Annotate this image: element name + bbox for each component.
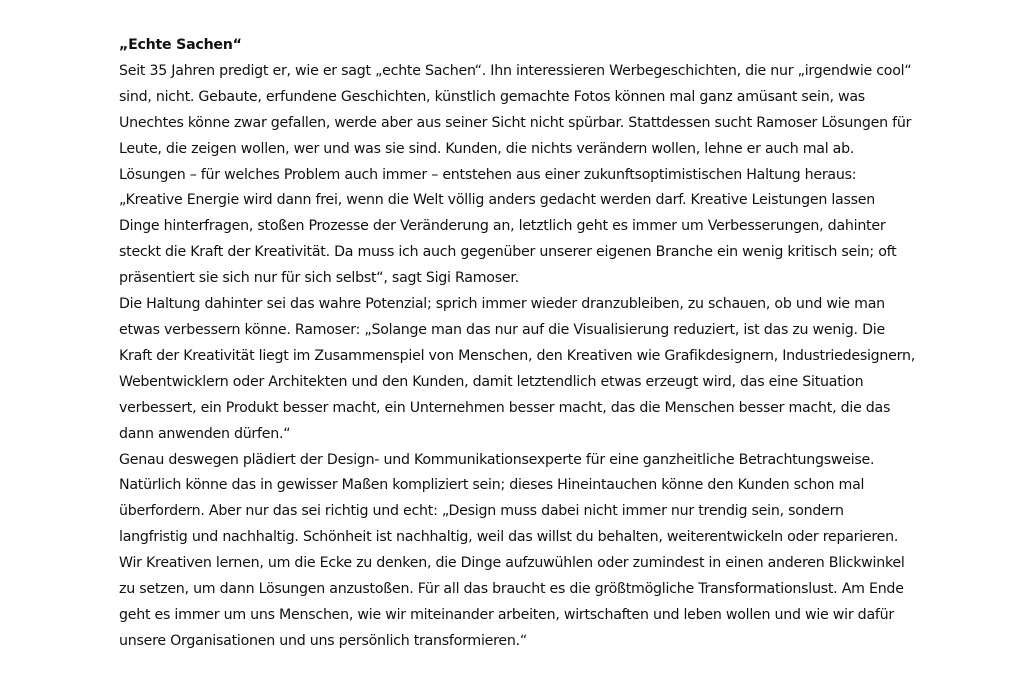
article-paragraph xyxy=(119,448,919,655)
article-heading: „Echte Sachen“ xyxy=(119,37,242,53)
paragraph-line: überfordern. Aber nur das sei richtig und echt: „Design muss dabei nicht immer nur trendig sein, sondern xyxy=(119,503,844,520)
paragraph-line: dann anwenden dürfen.“ xyxy=(119,425,291,442)
paragraph-line: Wir Kreativen lernen, um die Ecke zu denken, die Dinge aufzuwühlen oder zumindest in einen anderen Blickwinkel xyxy=(119,555,905,572)
paragraph-line: langfristig und nachhaltig. Schönheit ist nachhaltig, weil das willst du behalten, weiterentwickeln oder reparieren. xyxy=(119,529,899,546)
paragraph-line: Natürlich könne das in gewisser Maßen kompliziert sein; dieses Hineintauchen könne den Kunden schon mal xyxy=(119,477,865,494)
paragraph-line: geht es immer um uns Menschen, wie wir miteinander arbeiten, wirtschaften und leben wollen und wie wir dafür xyxy=(119,606,894,623)
paragraph-line: Leute, die zeigen wollen, wer und was sie sind. Kunden, die nichts verändern wollen, lehne er auch mal ab. xyxy=(119,140,855,157)
paragraph-line: Webentwicklern oder Architekten und den Kunden, damit letztendlich etwas erzeugt wird, das eine Situation xyxy=(119,373,864,390)
article-paragraph xyxy=(119,59,919,292)
article-body xyxy=(119,33,919,655)
paragraph-line: Die Haltung dahinter sei das wahre Potenzial; sprich immer wieder dranzubleiben, zu schauen, ob und wie man xyxy=(119,296,885,313)
paragraph-line: unsere Organisationen und uns persönlich transformieren.“ xyxy=(119,632,528,649)
paragraph-line: Dinge hinterfragen, stoßen Prozesse der Veränderung an, letztlich geht es immer um Verbesserungen, dahinter xyxy=(119,218,886,235)
paragraph-line: Unechtes könne zwar gefallen, werde aber aus seiner Sicht nicht spürbar. Stattdessen sucht Ramoser Lösungen für xyxy=(119,114,912,131)
paragraph-line: steckt die Kraft der Kreativität. Da muss ich auch gegenüber unserer eigenen Branche ein wenig kritisch sein; oft xyxy=(119,244,897,261)
paragraph-line: etwas verbessern könne. Ramoser: „Solange man das nur auf die Visualisierung reduziert, ist das zu wenig. Die xyxy=(119,321,885,338)
paragraph-line: Seit 35 Jahren predigt er, wie er sagt „echte Sachen“. Ihn interessieren Werbegeschichten, die nur „irgendwie cool“ xyxy=(119,62,912,79)
paragraph-line: Genau deswegen plädiert der Design- und Kommunikationsexperte für eine ganzheitliche Betrachtungsweise. xyxy=(119,451,875,468)
paragraph-line: sind, nicht. Gebaute, erfundene Geschichten, künstlich gemachte Fotos können mal ganz amüsant sein, was xyxy=(119,88,865,105)
paragraph-line: „Kreative Energie wird dann frei, wenn die Welt völlig anders gedacht werden darf. Kreative Leistungen lassen xyxy=(119,192,875,209)
paragraph-line: Kraft der Kreativität liegt im Zusammenspiel von Menschen, den Kreativen wie Grafikdesignern, Industriedesignern, xyxy=(119,347,915,364)
paragraph-line: Lösungen – für welches Problem auch immer – entstehen aus einer zukunftsoptimistischen Haltung heraus: xyxy=(119,166,857,183)
paragraph-line: zu setzen, um dann Lösungen anzustoßen. Für all das braucht es die größtmögliche Transformationslust. Am Ende xyxy=(119,581,904,598)
paragraph-line: präsentiert sie sich nur für sich selbst“, sagt Sigi Ramoser. xyxy=(119,270,519,287)
article-paragraph xyxy=(119,292,919,447)
paragraph-line: verbessert, ein Produkt besser macht, ein Unternehmen besser macht, das die Menschen besser macht, die das xyxy=(119,399,891,416)
